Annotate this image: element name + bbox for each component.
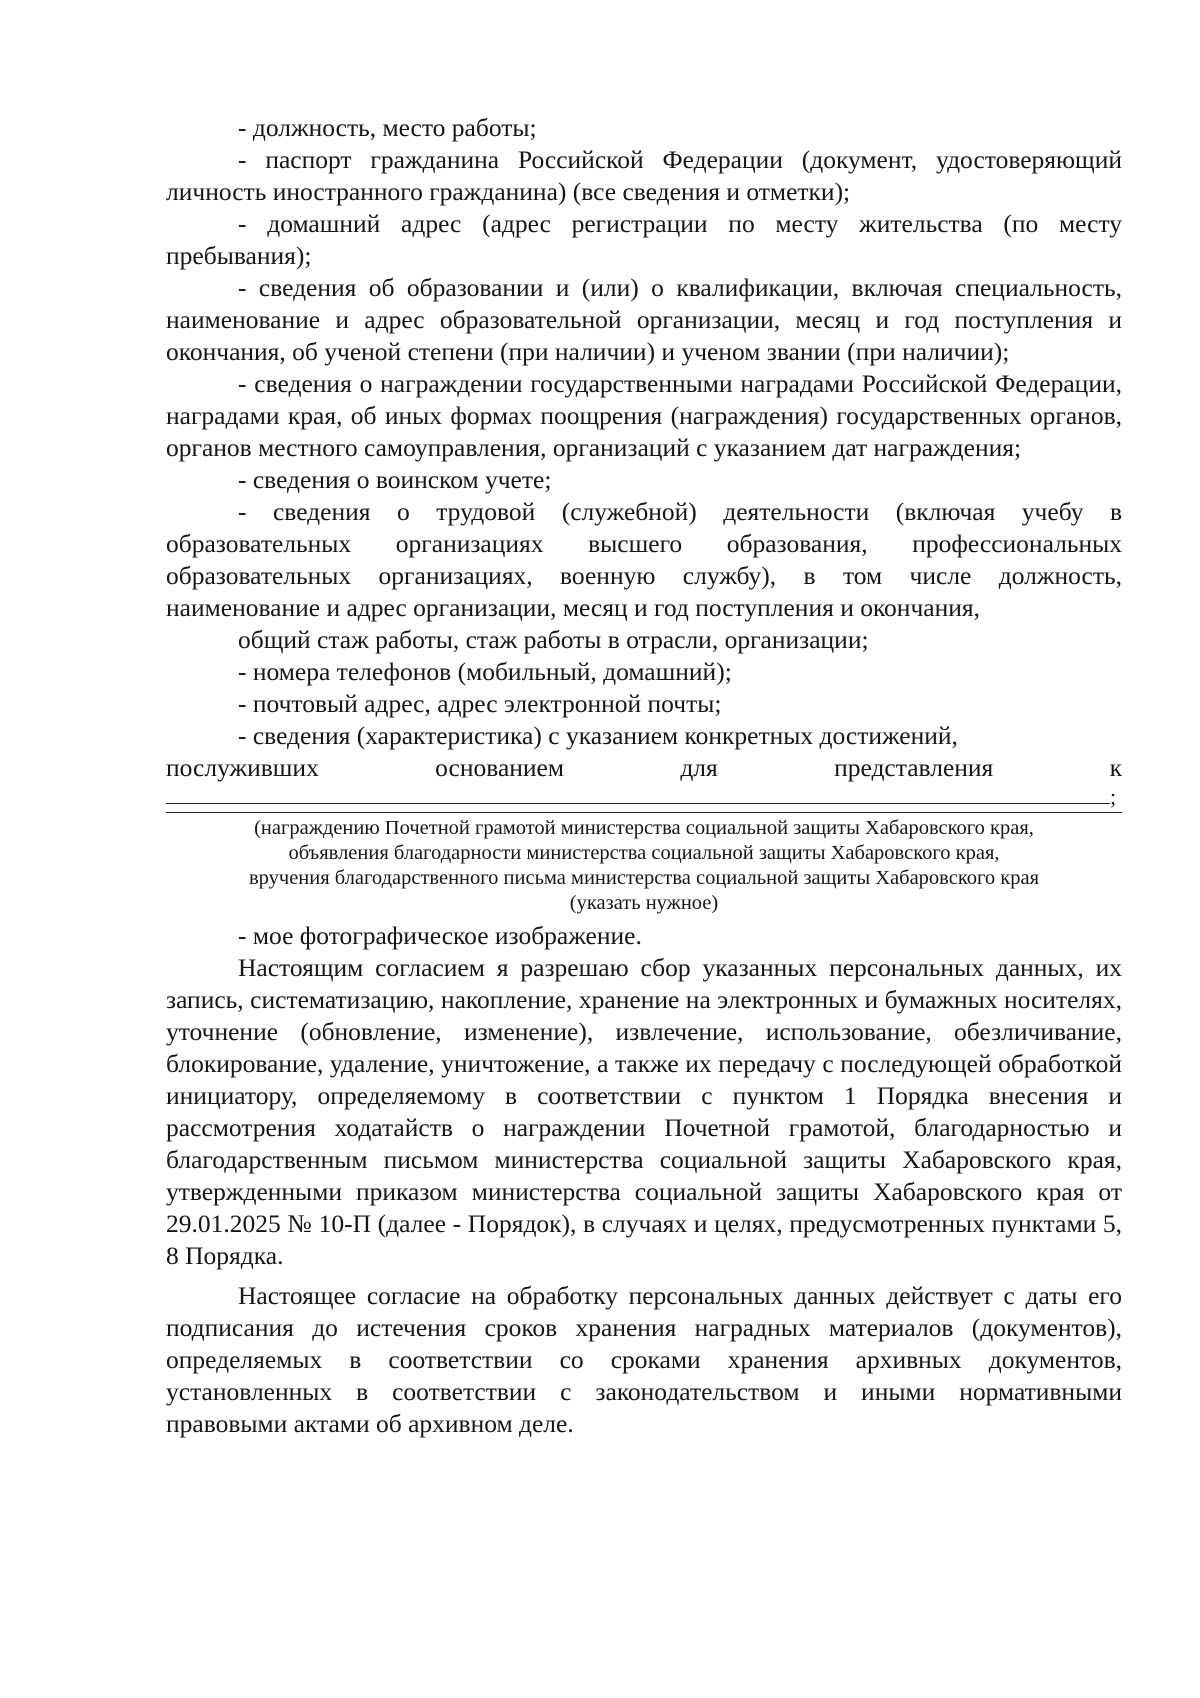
word: для bbox=[680, 753, 718, 782]
blank-semicolon: ; bbox=[1110, 784, 1117, 809]
word: основанием bbox=[435, 753, 565, 782]
item-experience: общий стаж работы, стаж работы в отрасли, организации; bbox=[238, 625, 869, 654]
item-military: - сведения о воинском учете; bbox=[238, 465, 552, 494]
word: к bbox=[1109, 753, 1122, 782]
consent-scope-paragraph: Настоящим согласием я разрешаю сбор указанных персональных данных, их запись, систематизацию, накопление, хранение на электронных и бумажных носителях, уточнение (обновление, изменение), извлечение, использование, обезличивание, блокирование, удаление, уничтожение, а также их передачу с последующей обработкой инициатору, определяемому в соответствии с пунктом 1 Порядка внесения и рассмотрения ходатайств о награждении Почетной грамотой, благодарностью и благодарственным письмом министерства социальной защиты Хабаровского края, утвержденными приказом министерства социальной защиты Хабаровского края от 29.01.2025 № 10-П (далее - Порядок), в случаях и целях, предусмотренных пунктами 5, 8 Порядка. bbox=[166, 953, 1122, 1270]
characteristic-continuation bbox=[166, 752, 1122, 784]
document-body bbox=[166, 112, 1122, 1440]
item-education: - сведения об образовании и (или) о квалификации, включая специальность, наименование и адрес образовательной организации, месяц и год поступления и окончания, об ученой степени (при наличии) и ученом звании (при наличии); bbox=[166, 273, 1122, 366]
blank-fill-line bbox=[166, 786, 1122, 808]
word: послуживших bbox=[166, 753, 319, 782]
item-characteristic: - сведения (характеристика) с указанием конкретных достижений, bbox=[238, 721, 958, 750]
caption-line: объявления благодарности министерства социальной защиты Хабаровского края, bbox=[288, 842, 1000, 864]
item-address: - домашний адрес (адрес регистрации по месту жительства (по месту пребывания); bbox=[166, 209, 1122, 270]
item-mail: - почтовый адрес, адрес электронной почты; bbox=[238, 689, 722, 718]
caption-line: (указать нужное) bbox=[569, 892, 719, 914]
blank-underline bbox=[166, 803, 1110, 804]
item-labor: - сведения о трудовой (служебной) деятельности (включая учебу в образовательных организациях высшего образования, профессиональных образовательных организациях, военную службу), в том числе должность, наименование и адрес организации, месяц и год поступления и окончания, bbox=[166, 497, 1122, 622]
caption-line: вручения благодарственного письма министерства социальной защиты Хабаровского края bbox=[248, 867, 1040, 889]
caption-line: (награждению Почетной грамотой министерства социальной защиты Хабаровского края, bbox=[254, 817, 1034, 839]
consent-validity-paragraph: Настоящее согласие на обработку персональных данных действует с даты его подписания до истечения сроков хранения наградных материалов (документов), определяемых в соответствии со сроками хранения архивных документов, установленных в соответствии с законодательством и иными нормативными правовыми актами об архивном деле. bbox=[166, 1281, 1122, 1438]
item-phones: - номера телефонов (мобильный, домашний); bbox=[238, 657, 732, 686]
item-awards: - сведения о награждении государственными наградами Российской Федерации, наградами края, об иных формах поощрения (награждения) государственных органов, органов местного самоуправления, организаций с указанием дат награждения; bbox=[166, 369, 1122, 462]
item-photo: - мое фотографическое изображение. bbox=[238, 921, 642, 950]
blank-caption bbox=[166, 812, 1122, 916]
word: представления bbox=[834, 753, 994, 782]
item-position: - должность, место работы; bbox=[238, 113, 537, 142]
item-passport: - паспорт гражданина Российской Федерации (документ, удостоверяющий личность иностранного гражданина) (все сведения и отметки); bbox=[166, 145, 1122, 206]
